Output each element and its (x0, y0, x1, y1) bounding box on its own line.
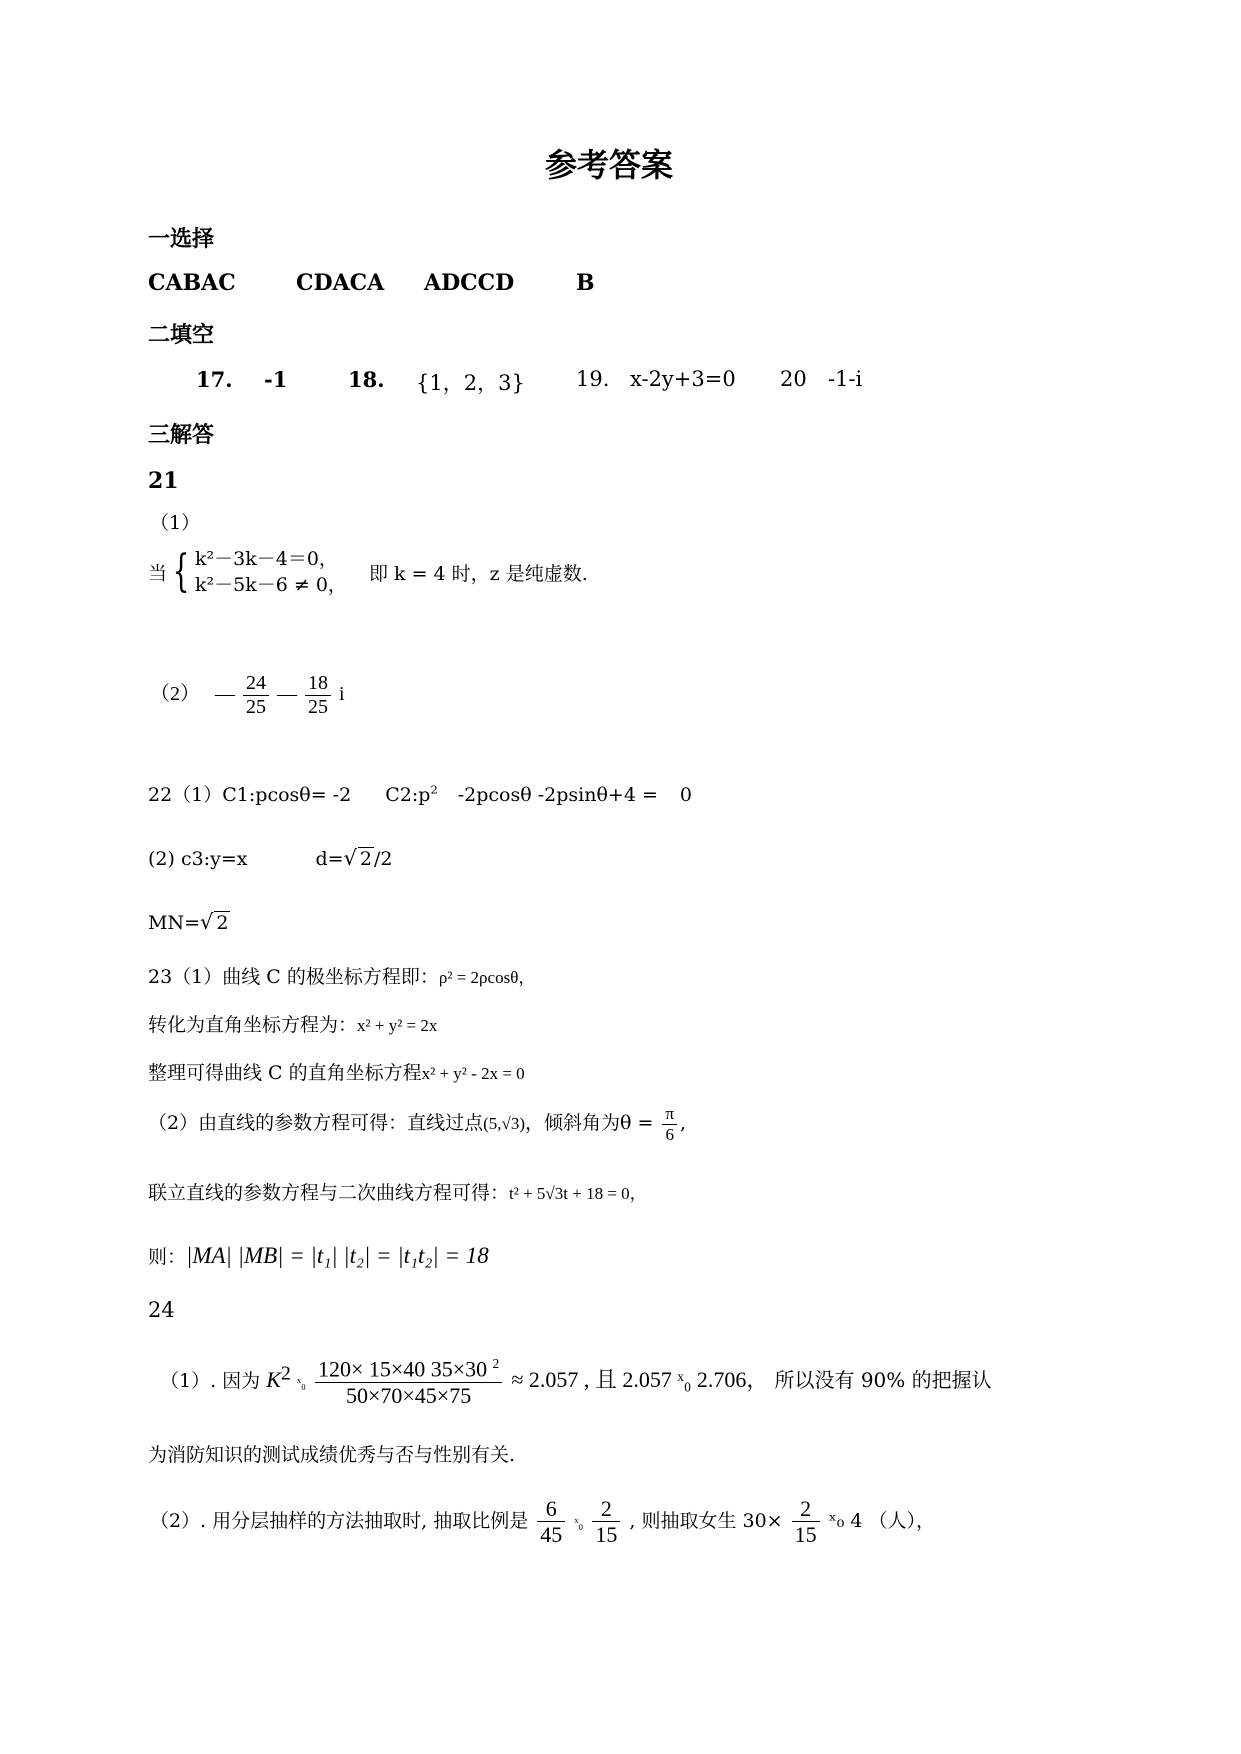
q23-math3: x² + y² - 2x = 0 (421, 1064, 525, 1083)
q23-text6: 则： (148, 1246, 187, 1268)
fill-num-18: 18. (348, 367, 385, 392)
q23-text2: 转化为直角坐标方程为： (148, 1014, 358, 1036)
fill-answer-17: -1 (264, 367, 288, 392)
q21-part2 (150, 672, 345, 719)
q23-line6 (148, 1242, 489, 1269)
q22-d-radicand: 2 (359, 848, 372, 870)
q21-number: 21 (148, 468, 179, 494)
q22-mn-radicand: 2 (216, 912, 229, 934)
q24-line3 (150, 1496, 935, 1548)
fill-answer-18: {1，2，3} (416, 371, 525, 395)
q24-k2-den: 50×70×45×75 (345, 1382, 472, 1408)
section-solve-heading: 三解答 (148, 422, 215, 448)
q24-female-text: , 则抽取女生 30× (629, 1509, 783, 1532)
fill-num-20: 20 (780, 367, 807, 391)
q24-sym-2: ˣ₀ (574, 1515, 584, 1531)
q24-f1-den: 45 (540, 1522, 563, 1548)
q21-fraction-1 (243, 672, 269, 719)
q24-k2-fraction (315, 1356, 502, 1408)
q23-line2 (148, 1010, 437, 1037)
q24-f2-den: 15 (595, 1522, 618, 1548)
q23-text3: 整理可得曲线 C 的直角坐标方程 (148, 1062, 422, 1084)
q23-line3 (148, 1058, 525, 1085)
q24-number: 24 (148, 1298, 175, 1322)
q21-eq1: k²－3k－4＝0， (195, 548, 338, 570)
q24-part2-text: （2）. 用分层抽样的方法抽取时, 抽取比例是 (150, 1509, 529, 1532)
choice-group-3: ADCCD (424, 270, 515, 296)
q24-k2-num-text: 120× 15×40 35×30 (317, 1356, 493, 1382)
q22-c3: (2) c3:y=x (148, 848, 248, 870)
q24-ratio-fraction-2 (592, 1496, 620, 1548)
q24-f2-num: 2 (592, 1496, 620, 1522)
q23-angle-fraction (662, 1104, 677, 1144)
q24-part1-label: （1）. 因为 (160, 1369, 261, 1392)
q24-result: ˣ₀ 4 （人）， (828, 1509, 936, 1532)
q22-line2 (148, 846, 393, 870)
section-choice-heading: 一选择 (148, 226, 215, 252)
choice-group-1: CABAC (148, 270, 236, 296)
q24-k2-num (315, 1356, 502, 1383)
q21-equation-stack (195, 546, 347, 598)
q21-eq2: k²－5k－6 ≠ 0， (195, 574, 347, 596)
q23-point: (5,√3) (483, 1114, 525, 1134)
fill-num-17: 17. (196, 367, 233, 392)
q21-when: 当 (148, 562, 168, 585)
q24-k: K (266, 1366, 281, 1392)
choice-group-2: CDACA (296, 270, 385, 296)
q21-imag-unit: i (339, 683, 345, 706)
q24-f3-den: 15 (794, 1522, 817, 1548)
q21-conclusion: 即 k = 4 时，z 是纯虚数. (368, 562, 588, 585)
choice-group-4: B (576, 270, 595, 296)
q24-f1-num: 6 (537, 1496, 565, 1522)
q21-fraction-2 (305, 672, 331, 719)
q24-k-sup: 2 (280, 1362, 291, 1385)
q24-k2-num-sup: 2 (492, 1356, 500, 1371)
q22-d-label: d= (315, 848, 344, 870)
q23-angle-label: ，倾斜角为θ = (525, 1112, 654, 1135)
q24-approx: ≈ 2.057 , 且 2.057 ˣ₀ 2.706， (511, 1366, 769, 1392)
sqrt-icon: √ (200, 910, 214, 934)
q24-line2: 为消防知识的测试成绩优秀与否与性别有关. (148, 1444, 516, 1466)
q23-comma: , (680, 1112, 687, 1135)
fill-answer-20: -1-i (828, 367, 863, 391)
q23-text1: 23（1）曲线 C 的极坐标方程即： (148, 966, 439, 988)
q24-ratio-fraction-1 (537, 1496, 565, 1548)
q23-math5: t² + 5√3t + 18 = 0， (509, 1184, 647, 1203)
q23-angle-num: π (662, 1104, 677, 1125)
fill-num-19: 19. (576, 367, 610, 391)
q22-c2-sup: 2 (430, 782, 438, 797)
q21-part1-system (148, 546, 588, 598)
q21-frac1-den: 25 (246, 696, 266, 718)
q22-c1: 22（1）C1:pcosθ= -2 (148, 784, 352, 806)
section-fill-heading: 二填空 (148, 322, 215, 348)
q22-c2-rest: -2pcosθ -2psinθ+4 = (457, 784, 658, 806)
q24-f3-num: 2 (792, 1496, 820, 1522)
q23-math1: ρ² = 2ρcosθ， (438, 968, 536, 987)
q23-math2: x² + y² = 2x (357, 1016, 438, 1035)
q21-part2-label: （2） (150, 683, 200, 706)
q21-frac2-num: 18 (305, 672, 331, 696)
q22-line3 (148, 910, 230, 934)
q23-text5: 联立直线的参数方程与二次曲线方程可得： (148, 1182, 510, 1204)
q22-d-div: /2 (374, 848, 393, 870)
left-brace-icon: { (172, 546, 190, 597)
q21-minus-1: — (215, 683, 235, 706)
q24-ratio-fraction-3 (792, 1496, 820, 1548)
q21-frac1-num: 24 (243, 672, 269, 696)
fill-answer-19: x-2y+3=0 (630, 367, 736, 391)
q22-mn-label: MN= (148, 912, 200, 934)
q21-minus-2: — (277, 683, 297, 706)
q21-frac2-den: 25 (308, 696, 328, 718)
q24-sym: ˣ₀ (296, 1375, 306, 1391)
page-title: 参考答案 (545, 146, 674, 184)
q22-line1 (148, 780, 692, 807)
q24-conclusion-start: 所以没有 90% 的把握认 (774, 1367, 992, 1392)
q23-line1 (148, 962, 535, 989)
q21-part1-label: （1） (150, 512, 201, 534)
q23-angle-den: 6 (665, 1124, 674, 1144)
q24-line1 (160, 1356, 992, 1408)
q22-c2-zero: 0 (679, 784, 693, 806)
q23-line5 (148, 1178, 647, 1205)
q23-line4 (148, 1104, 686, 1144)
q23-text4: （2）由直线的参数方程可得：直线过点 (148, 1112, 484, 1135)
q23-math6: |MA| |MB| = |t₁| |t₂| = |t₁t₂| = 18 (186, 1243, 489, 1268)
q22-c2-start: C2:p (385, 784, 431, 806)
sqrt-icon: √ (343, 846, 357, 870)
